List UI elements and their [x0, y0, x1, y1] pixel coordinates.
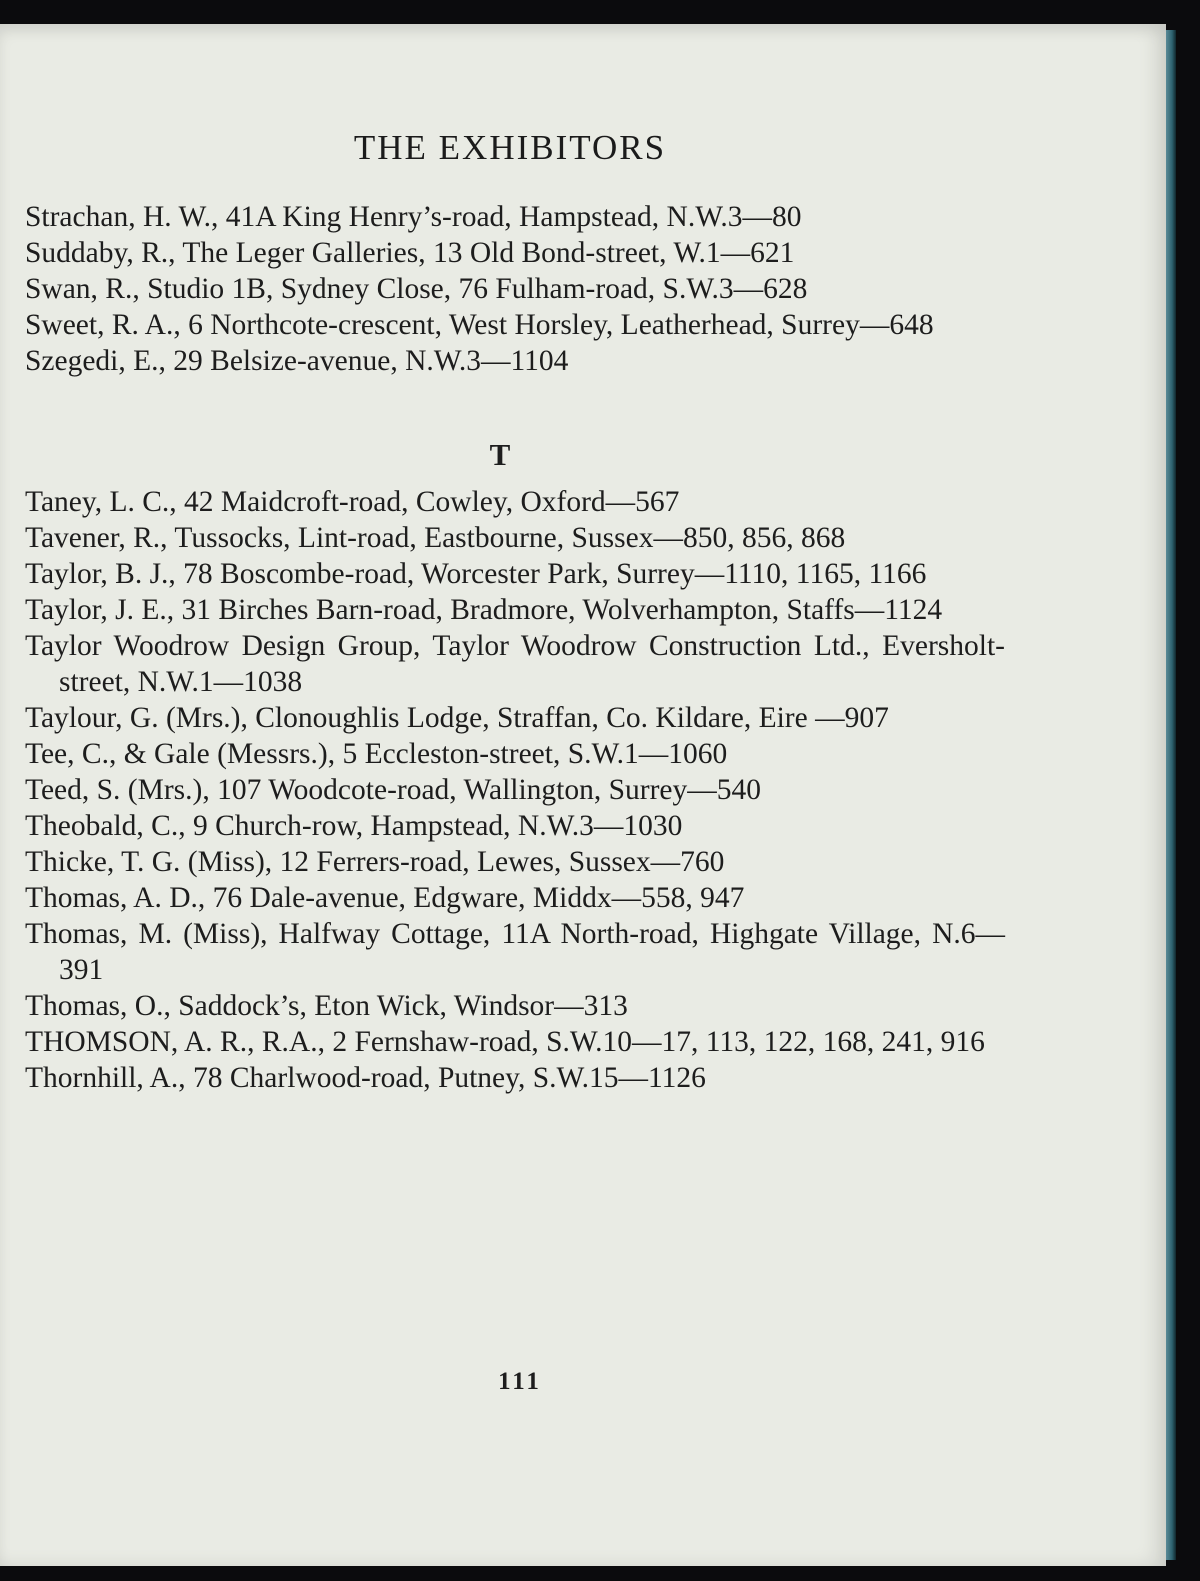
list-item: Theobald, C., 9 Church-row, Hampstead, N.W.3—1030: [25, 810, 683, 842]
list-item: Taylor, B. J., 78 Boscombe-road, Worcester Park, Surrey—1110, 1165, 1166: [25, 558, 927, 590]
list-item: Taney, L. C., 42 Maidcroft-road, Cowley, Oxford—567: [25, 486, 680, 518]
list-item: Thornhill, A., 78 Charlwood-road, Putney, S.W.15—1126: [25, 1062, 706, 1094]
list-item: Teed, S. (Mrs.), 107 Woodcote-road, Wallington, Surrey—540: [25, 774, 762, 806]
exhibitor-list: [25, 199, 1005, 1096]
list-item: Thomas, M. (Miss), Halfway Cottage, 11A North-road, Highgate Village, N.6—391: [25, 918, 1005, 986]
list-item: Tee, C., & Gale (Messrs.), 5 Eccleston-street, S.W.1—1060: [25, 738, 728, 770]
list-item: Taylor, J. E., 31 Birches Barn-road, Bradmore, Wolverhampton, Staffs—1124: [25, 594, 943, 626]
list-item: Taylor Woodrow Design Group, Taylor Woodrow Construction Ltd., Eversholt-street, N.W.1—1038: [25, 630, 1005, 698]
list-item: Tavener, R., Tussocks, Lint-road, Eastbourne, Sussex—850, 856, 868: [25, 522, 846, 554]
page-number: 111: [498, 1368, 542, 1395]
section-letter: T: [489, 437, 511, 472]
list-item: THOMSON, A. R., R.A., 2 Fernshaw-road, S.W.10—17, 113, 122, 168, 241, 916: [25, 1026, 985, 1058]
list-item: Taylour, G. (Mrs.), Clonoughlis Lodge, Straffan, Co. Kildare, Eire —907: [25, 702, 889, 734]
list-item: Thomas, A. D., 76 Dale-avenue, Edgware, Middx—558, 947: [25, 882, 745, 914]
book-edge: [1166, 30, 1176, 1560]
list-item: Szegedi, E., 29 Belsize-avenue, N.W.3—1104: [25, 345, 569, 377]
list-item: Thomas, O., Saddock’s, Eton Wick, Windsor—313: [25, 990, 628, 1022]
section-gap: [25, 379, 1005, 420]
list-item: Suddaby, R., The Leger Galleries, 13 Old Bond-street, W.1—621: [25, 237, 795, 269]
list-item: Sweet, R. A., 6 Northcote-crescent, West Horsley, Leatherhead, Surrey—648: [25, 309, 934, 341]
list-item: Swan, R., Studio 1B, Sydney Close, 76 Fulham-road, S.W.3—628: [25, 273, 808, 305]
list-item: Thicke, T. G. (Miss), 12 Ferrers-road, Lewes, Sussex—760: [25, 846, 725, 878]
page-title: THE EXHIBITORS: [353, 128, 667, 167]
list-item: Strachan, H. W., 41A King Henry’s-road, Hampstead, N.W.3—80: [25, 201, 802, 233]
